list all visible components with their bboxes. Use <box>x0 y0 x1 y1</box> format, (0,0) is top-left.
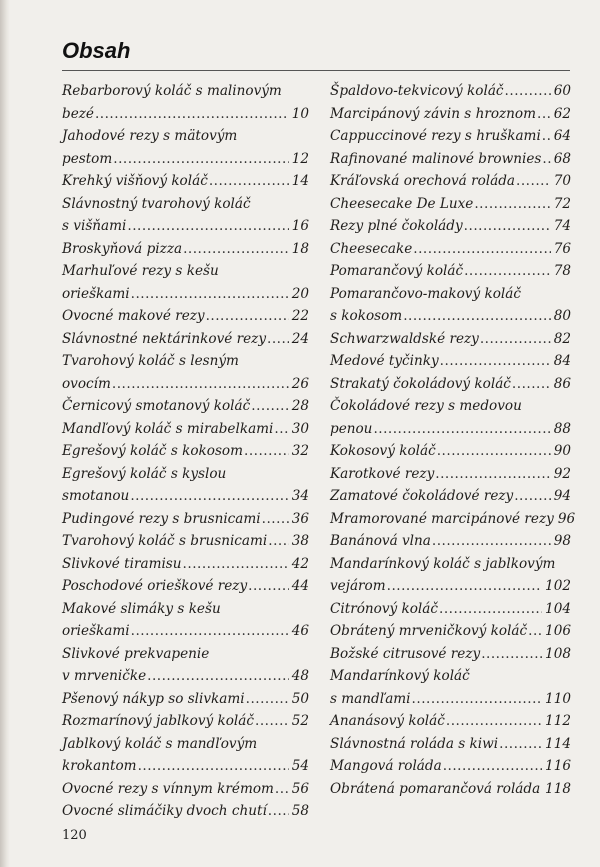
toc-entry-title: Slivkové tiramisu <box>62 555 182 572</box>
dot-leader <box>437 440 551 463</box>
toc-entry <box>62 530 309 553</box>
toc-entry-title: Zamatové čokoládové rezy <box>330 488 514 504</box>
toc-entry-title: vejárom <box>330 578 386 594</box>
toc-entry <box>62 328 309 351</box>
book-spine-shadow <box>0 0 10 867</box>
dot-leader <box>464 260 551 283</box>
toc-entry-title: Strakatý čokoládový koláč <box>330 375 511 392</box>
toc-entry-page: 38 <box>291 533 309 549</box>
dot-leader <box>262 508 289 531</box>
toc-entry <box>62 418 309 441</box>
toc-entry-title: Ananásový koláč <box>330 713 445 729</box>
dot-leader <box>138 755 289 778</box>
dot-leader <box>542 148 550 171</box>
toc-entry-title: Schwarzwaldské rezy <box>330 330 479 347</box>
dot-leader <box>474 193 550 216</box>
toc-entry <box>330 80 571 103</box>
toc-entry-page: 108 <box>545 645 571 662</box>
toc-entry-title: orieškami <box>62 623 130 639</box>
toc-entry-title: orieškami <box>62 285 130 302</box>
toc-entry-page: 86 <box>553 375 571 392</box>
dot-leader <box>95 103 289 126</box>
page-title: Obsah <box>62 38 131 63</box>
toc-entry-title: ovocím <box>62 375 111 392</box>
toc-entry-title: Ovocné rezy s vínnym krémom <box>62 780 274 797</box>
toc-entry-title: bezé <box>62 105 94 122</box>
toc-entry <box>330 148 571 171</box>
dot-leader <box>275 778 289 801</box>
dot-leader <box>131 620 289 643</box>
toc-entry <box>330 395 571 440</box>
toc-entry-title: Marcipánový závin s hroznom <box>330 105 537 122</box>
toc-entry <box>330 440 571 463</box>
toc-entry-page: 118 <box>545 780 571 797</box>
toc-entry-title: Pomarančový koláč <box>330 263 464 279</box>
toc-entry-page: 42 <box>291 555 309 572</box>
toc-entry-title: Mandarínkový koláč s jablkovým <box>330 555 556 572</box>
toc-entry <box>62 733 309 778</box>
dot-leader <box>244 440 289 463</box>
toc-entry <box>330 103 571 126</box>
toc-entry-title: penou <box>330 420 373 437</box>
toc-entry-title: Banánová vlna <box>330 533 431 549</box>
dot-leader <box>183 553 289 576</box>
toc-entry <box>330 215 571 238</box>
toc-entry-page: 22 <box>291 308 309 324</box>
toc-entry <box>62 710 309 733</box>
toc-entry-title: Čokoládové rezy s medovou <box>330 398 522 414</box>
toc-entry-page: 58 <box>291 803 309 819</box>
toc-entry-page: 116 <box>545 758 571 774</box>
toc-entry <box>62 260 309 305</box>
toc-entry <box>62 553 309 576</box>
dot-leader <box>514 485 550 508</box>
toc-entry-page: 32 <box>291 443 309 459</box>
dot-leader <box>432 530 551 553</box>
page-number: 120 <box>62 828 87 843</box>
toc-entry-page: 92 <box>553 465 571 482</box>
toc-entry-page: 90 <box>553 443 571 459</box>
toc-entry-page: 94 <box>553 488 571 504</box>
toc-entry-title: s kokosom <box>330 308 403 324</box>
toc-entry-page: 64 <box>553 128 571 144</box>
dot-leader <box>516 170 551 193</box>
toc-entry <box>62 440 309 463</box>
toc-entry <box>330 598 571 621</box>
toc-entry-title: Medové tyčinky <box>330 353 439 369</box>
toc-entry-title: Kráľovská orechová roláda <box>330 173 516 189</box>
toc-entry-title: Obrátená pomarančová roláda <box>330 780 541 797</box>
toc-entry <box>330 463 571 486</box>
toc-entry-title: Slávnostná roláda s kiwi <box>330 735 499 752</box>
toc-entry-title: Makové slimáky s kešu <box>62 600 221 617</box>
toc-entry-page: 104 <box>545 600 571 617</box>
dot-leader <box>255 710 289 733</box>
toc-entry <box>62 575 309 598</box>
toc-entry <box>330 643 571 666</box>
toc-entry-page: 62 <box>553 105 571 122</box>
dot-leader <box>443 755 542 778</box>
toc-entry-title: Cappuccinové rezy s hruškami <box>330 128 541 144</box>
toc-entry <box>330 485 571 508</box>
toc-entry-page: 70 <box>553 173 571 189</box>
toc-entry-title: Rozmarínový jablkový koláč <box>62 713 254 729</box>
toc-entry-title: s mandľami <box>330 690 411 707</box>
toc-entry <box>62 125 309 170</box>
toc-entry-title: Ovocné slimáčiky dvoch chutí <box>62 803 267 819</box>
toc-entry-page: 14 <box>291 173 309 189</box>
toc-entry-page: 80 <box>553 308 571 324</box>
toc-entry-page: 12 <box>291 150 309 167</box>
toc-entry-page: 36 <box>291 510 309 527</box>
toc-entry <box>62 80 309 125</box>
toc-entry-title: Egrešový koláč s kyslou <box>62 465 227 482</box>
toc-entry <box>330 665 571 710</box>
dot-leader <box>251 395 288 418</box>
toc-entry <box>330 238 571 261</box>
toc-entry-page: 50 <box>291 690 309 707</box>
toc-entry-title: Černicový smotanový koláč <box>62 398 251 414</box>
toc-entry-title: Cheesecake De Luxe <box>330 195 474 212</box>
dot-leader <box>435 463 550 486</box>
toc-entry-page: 48 <box>291 668 309 684</box>
dot-leader <box>274 418 288 441</box>
toc-entry-title: Mangová roláda <box>330 758 442 774</box>
toc-entry-title: Egrešový koláč s kokosom <box>62 443 244 459</box>
dot-leader <box>542 125 551 148</box>
toc-entry-title: v mrveničke <box>62 668 147 684</box>
dot-leader <box>130 485 288 508</box>
toc-entry-title: Slivkové prekvapenie <box>62 645 210 662</box>
toc-entry-page: 110 <box>545 690 571 707</box>
toc-entry-page: 114 <box>545 735 571 752</box>
toc-entry <box>330 350 571 373</box>
toc-entry-title: Rezy plné čokolády <box>330 218 463 234</box>
toc-entry <box>62 598 309 643</box>
dot-leader <box>183 238 289 261</box>
toc-entry <box>62 463 309 508</box>
toc-right-column <box>330 80 576 800</box>
toc-entry <box>330 170 571 193</box>
toc-entry-page: 74 <box>553 218 571 234</box>
toc-entry-page: 56 <box>291 780 309 797</box>
toc-entry-title: Obrátený mrveničkový koláč <box>330 623 528 639</box>
dot-leader <box>268 800 289 823</box>
toc-entry-title: Marhuľové rezy s kešu <box>62 263 219 279</box>
dot-leader <box>112 373 289 396</box>
toc-entry <box>330 125 571 148</box>
toc-entry-title: Krehký višňový koláč <box>62 173 208 189</box>
toc-entry-page: 60 <box>553 83 571 99</box>
dot-leader <box>387 575 542 598</box>
dot-leader <box>147 665 289 688</box>
toc-entry <box>330 733 571 756</box>
toc-entry <box>62 170 309 193</box>
toc-entry-title: Pudingové rezy s brusnicami <box>62 510 261 527</box>
dot-leader <box>403 305 550 328</box>
toc-entry-title: smotanou <box>62 488 130 504</box>
toc-entry <box>62 350 309 395</box>
toc-entry-title: Rafinované malinové brownies <box>330 150 542 167</box>
toc-entry <box>330 373 571 396</box>
toc-entry-page: 72 <box>553 195 571 212</box>
toc-entry <box>330 620 571 643</box>
toc-entry-page: 54 <box>291 758 309 774</box>
toc-entry-title: Jablkový koláč s mandľovým <box>62 735 258 752</box>
dot-leader <box>505 80 551 103</box>
toc-entry-title: Ovocné makové rezy <box>62 308 205 324</box>
toc-entry-title: Špaldovo-tekvicový koláč <box>330 83 504 99</box>
toc-entry-title: Cheesecake <box>330 240 413 257</box>
dot-leader <box>267 328 289 351</box>
toc-entry <box>62 395 309 418</box>
dot-leader <box>131 283 289 306</box>
toc-entry-page: 88 <box>553 420 571 437</box>
toc-entry-page: 34 <box>291 488 309 504</box>
toc-entry <box>330 530 571 553</box>
dot-leader <box>113 148 288 171</box>
toc-entry-title: Rebarborový koláč s malinovým <box>62 83 282 99</box>
toc-entry-title: Mandľový koláč s mirabelkami <box>62 420 274 437</box>
toc-entry <box>62 643 309 688</box>
dot-leader <box>246 688 289 711</box>
toc-entry-title: Poschodové orieškové rezy <box>62 578 248 594</box>
dot-leader <box>537 103 551 126</box>
toc-entry-title: pestom <box>62 150 113 167</box>
toc-entry <box>330 553 571 598</box>
toc-entry <box>62 305 309 328</box>
dot-leader <box>412 688 543 711</box>
toc-entry <box>62 778 309 801</box>
toc-entry-page: 24 <box>291 330 309 347</box>
toc-entry-title: Pšenový nákyp so slivkami <box>62 690 245 707</box>
dot-leader <box>528 620 542 643</box>
toc-entry-title: Karotkové rezy <box>330 465 435 482</box>
dot-leader <box>206 305 289 328</box>
toc-entry-page: 76 <box>553 240 571 257</box>
toc-entry-title: Broskyňová pizza <box>62 240 183 257</box>
toc-entry-page: 30 <box>291 420 309 437</box>
toc-entry <box>62 193 309 238</box>
toc-entry-page: 102 <box>545 578 571 594</box>
toc-entry-page: 18 <box>291 240 309 257</box>
dot-leader <box>373 418 550 441</box>
toc-entry-title: Božské citrusové rezy <box>330 645 481 662</box>
dot-leader <box>480 328 551 351</box>
toc-entry <box>62 508 309 531</box>
toc-entry <box>62 688 309 711</box>
toc-entry-page: 96 <box>557 510 576 527</box>
toc-entry-page: 46 <box>291 623 309 639</box>
toc-entry-page: 84 <box>553 353 571 369</box>
dot-leader <box>127 215 288 238</box>
toc-entry-page: 26 <box>291 375 309 392</box>
toc-entry-page: 68 <box>553 150 571 167</box>
toc-entry-page: 28 <box>291 398 309 414</box>
title-rule <box>62 70 570 71</box>
dot-leader <box>541 778 542 801</box>
toc-entry <box>330 778 571 801</box>
toc-entry <box>330 260 571 283</box>
toc-entry-title: Mramorované marcipánové rezy <box>330 510 554 527</box>
dot-leader <box>439 598 542 621</box>
toc-entry-title: Mandarínkový koláč <box>330 668 470 684</box>
toc-entry-page: 112 <box>545 713 571 729</box>
dot-leader <box>512 373 551 396</box>
dot-leader <box>446 710 542 733</box>
dot-leader <box>499 733 542 756</box>
dot-leader <box>481 643 542 666</box>
toc-entry-title: Kokosový koláč <box>330 443 436 459</box>
toc-entry <box>330 193 571 216</box>
toc-entry-title: s višňami <box>62 218 127 234</box>
toc-left-column <box>62 80 309 823</box>
dot-leader <box>413 238 550 261</box>
toc-entry-page: 20 <box>291 285 309 302</box>
toc-entry-title: Pomarančovo-makový koláč <box>330 285 521 302</box>
toc-entry-title: Slávnostné nektárinkové rezy <box>62 330 266 347</box>
toc-entry-page: 106 <box>545 623 571 639</box>
toc-entry <box>330 710 571 733</box>
toc-entry <box>62 238 309 261</box>
toc-entry-page: 16 <box>291 218 309 234</box>
toc-entry-title: Slávnostný tvarohový koláč <box>62 195 251 212</box>
toc-entry <box>330 508 576 531</box>
toc-entry-page: 78 <box>553 263 571 279</box>
toc-entry-page: 44 <box>291 578 309 594</box>
toc-entry-page: 52 <box>291 713 309 729</box>
toc-entry-title: Jahodové rezy s mätovým <box>62 128 238 144</box>
toc-entry-title: Tvarohový koláč s lesným <box>62 353 239 369</box>
toc-entry-page: 98 <box>553 533 571 549</box>
dot-leader <box>440 350 551 373</box>
toc-entry-title: Tvarohový koláč s brusnicami <box>62 533 268 549</box>
toc-entry <box>330 283 571 328</box>
toc-entry-page: 10 <box>291 105 309 122</box>
toc-entry-title: krokantom <box>62 758 137 774</box>
dot-leader <box>464 215 551 238</box>
dot-leader <box>209 170 289 193</box>
toc-entry-page: 82 <box>553 330 571 347</box>
dot-leader <box>268 530 288 553</box>
dot-leader <box>248 575 289 598</box>
toc-entry <box>330 328 571 351</box>
toc-entry-title: Citrónový koláč <box>330 600 438 617</box>
toc-entry <box>62 800 309 823</box>
toc-entry <box>330 755 571 778</box>
